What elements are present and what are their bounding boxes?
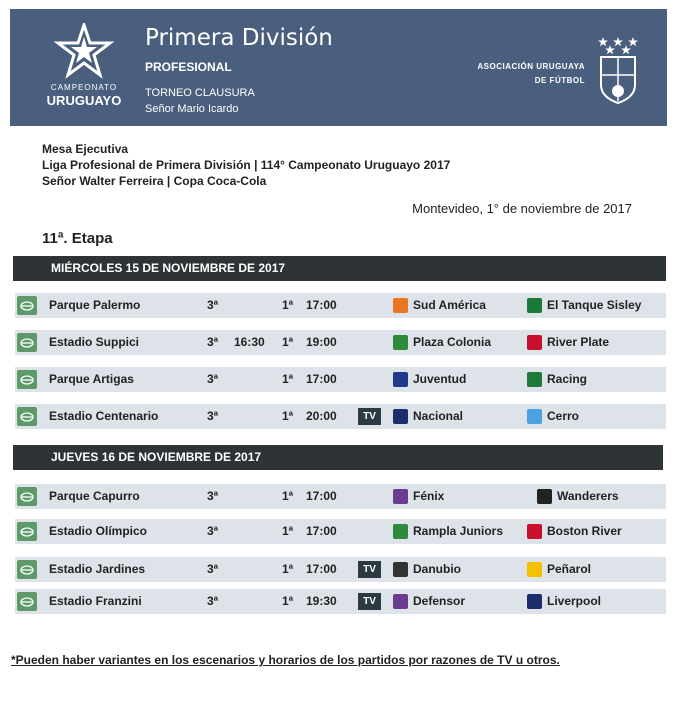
match-time: 19:00 bbox=[306, 335, 337, 349]
intro-line-3: Señor Walter Ferreira | Copa Coca-Cola bbox=[42, 174, 267, 188]
plaza-colonia-crest-icon bbox=[393, 335, 408, 350]
campeonato-uruguayo-logo bbox=[38, 23, 130, 115]
stadium-name: Parque Artigas bbox=[49, 372, 134, 386]
home-team-name: Danubio bbox=[413, 562, 461, 576]
match-row[interactable] bbox=[15, 519, 666, 544]
away-team-name: Boston River bbox=[547, 524, 622, 538]
home-team-name: Rampla Juniors bbox=[413, 524, 504, 538]
stage-title: 11ª. Etapa bbox=[42, 230, 113, 247]
home-team bbox=[393, 519, 503, 544]
day-header: MIÉRCOLES 15 DE NOVIEMBRE DE 2017 bbox=[13, 256, 666, 281]
tournament-name: TORNEO CLAUSURA bbox=[145, 87, 255, 99]
auf-name-line1: ASOCIACIÓN URUGUAYA bbox=[477, 62, 585, 71]
home-team-name: Fénix bbox=[413, 489, 445, 503]
stadium-name: Estadio Jardines bbox=[49, 562, 146, 576]
division-first: 1ª bbox=[282, 524, 294, 538]
home-team-name: Defensor bbox=[413, 594, 466, 608]
home-team-name: Juventud bbox=[413, 372, 467, 386]
intro-line-1: Mesa Ejecutiva bbox=[42, 142, 129, 156]
stadium-name: Estadio Centenario bbox=[49, 409, 159, 423]
liverpool-crest-icon bbox=[527, 594, 542, 609]
stadium-pin-icon bbox=[17, 487, 37, 506]
away-team-name: Racing bbox=[547, 372, 588, 386]
match-time: 17:00 bbox=[306, 489, 337, 503]
racing-crest-icon bbox=[527, 372, 542, 387]
division-first: 1ª bbox=[282, 594, 294, 608]
stadium-name: Estadio Olímpico bbox=[49, 524, 148, 538]
match-time: 17:00 bbox=[306, 372, 337, 386]
match-row[interactable] bbox=[15, 404, 666, 429]
stadium-pin-icon bbox=[17, 370, 37, 389]
home-team bbox=[393, 557, 461, 582]
penarol-crest-icon bbox=[527, 562, 542, 577]
away-team bbox=[527, 404, 579, 429]
rampla-juniors-crest-icon bbox=[393, 524, 408, 539]
match-time: 17:00 bbox=[306, 524, 337, 538]
third-division-time: 16:30 bbox=[234, 335, 265, 349]
defensor-crest-icon bbox=[393, 594, 408, 609]
stadium-pin-icon bbox=[17, 407, 37, 426]
away-team-name: River Plate bbox=[547, 335, 610, 349]
division-first: 1ª bbox=[282, 335, 294, 349]
home-team bbox=[393, 404, 463, 429]
home-team-name: Plaza Colonia bbox=[413, 335, 492, 349]
wanderers-crest-icon bbox=[537, 489, 552, 504]
stadium-pin-icon bbox=[17, 592, 37, 611]
division-first: 1ª bbox=[282, 489, 294, 503]
intro-line-2: Liga Profesional de Primera División | 114° Campeonato Uruguayo 2017 bbox=[42, 158, 451, 172]
stadium-pin-icon bbox=[17, 333, 37, 352]
cerro-crest-icon bbox=[527, 409, 542, 424]
auf-crest-icon bbox=[595, 35, 641, 112]
fenix-crest-icon bbox=[393, 489, 408, 504]
match-row[interactable] bbox=[15, 557, 666, 582]
logo-caption-top: CAMPEONATO bbox=[50, 83, 118, 92]
match-row[interactable] bbox=[15, 367, 666, 392]
match-row[interactable] bbox=[15, 589, 666, 614]
tv-badge: TV bbox=[358, 408, 381, 425]
match-row[interactable] bbox=[15, 484, 666, 509]
home-team bbox=[393, 293, 486, 318]
match-time: 20:00 bbox=[306, 409, 337, 423]
away-team bbox=[527, 293, 641, 318]
division-third: 3ª bbox=[207, 372, 219, 386]
tv-badge: TV bbox=[358, 593, 381, 610]
home-team-name: Sud América bbox=[413, 298, 486, 312]
auf-name bbox=[460, 60, 585, 88]
header-banner bbox=[10, 9, 667, 126]
document-date: Montevideo, 1° de noviembre de 2017 bbox=[412, 201, 632, 216]
home-team-name: Nacional bbox=[413, 409, 464, 423]
stadium-name: Parque Capurro bbox=[49, 489, 140, 503]
away-team bbox=[537, 484, 619, 509]
stadium-pin-icon bbox=[17, 522, 37, 541]
stadium-name: Parque Palermo bbox=[49, 298, 141, 312]
logo-caption-bottom: URUGUAYO bbox=[46, 93, 122, 108]
division-first: 1ª bbox=[282, 562, 294, 576]
stadium-pin-icon bbox=[17, 560, 37, 579]
match-time: 17:00 bbox=[306, 562, 337, 576]
away-team bbox=[527, 367, 587, 392]
away-team-name: Peñarol bbox=[547, 562, 592, 576]
stadium-pin-icon bbox=[17, 296, 37, 315]
division-third: 3ª bbox=[207, 524, 219, 538]
match-row[interactable] bbox=[15, 330, 666, 355]
division-third: 3ª bbox=[207, 298, 219, 312]
away-team-name: Wanderers bbox=[557, 489, 619, 503]
home-team bbox=[393, 589, 465, 614]
boston-river-crest-icon bbox=[527, 524, 542, 539]
home-team bbox=[393, 484, 444, 509]
match-time: 19:30 bbox=[306, 594, 337, 608]
tv-badge: TV bbox=[358, 561, 381, 578]
page-subtitle: PROFESIONAL bbox=[145, 60, 232, 74]
home-team bbox=[393, 367, 466, 392]
juventud-crest-icon bbox=[393, 372, 408, 387]
nacional-crest-icon bbox=[393, 409, 408, 424]
division-first: 1ª bbox=[282, 298, 294, 312]
sud-america-crest-icon bbox=[393, 298, 408, 313]
tournament-honoree: Señor Mario Icardo bbox=[145, 103, 239, 115]
auf-name-line2: DE FÚTBOL bbox=[534, 76, 585, 85]
away-team bbox=[527, 589, 601, 614]
match-row[interactable] bbox=[15, 293, 666, 318]
away-team bbox=[527, 330, 609, 355]
division-first: 1ª bbox=[282, 409, 294, 423]
stadium-name: Estadio Suppici bbox=[49, 335, 140, 349]
division-first: 1ª bbox=[282, 372, 294, 386]
intro-block bbox=[42, 141, 450, 189]
away-team-name: El Tanque Sisley bbox=[547, 298, 642, 312]
away-team-name: Liverpool bbox=[547, 594, 602, 608]
danubio-crest-icon bbox=[393, 562, 408, 577]
away-team bbox=[527, 519, 622, 544]
page-title: Primera División bbox=[145, 25, 333, 51]
away-team bbox=[527, 557, 591, 582]
division-third: 3ª bbox=[207, 489, 219, 503]
home-team bbox=[393, 330, 491, 355]
day-header: JUEVES 16 DE NOVIEMBRE DE 2017 bbox=[13, 445, 663, 470]
match-time: 17:00 bbox=[306, 298, 337, 312]
stadium-name: Estadio Franzini bbox=[49, 594, 142, 608]
division-third: 3ª bbox=[207, 594, 219, 608]
away-team-name: Cerro bbox=[547, 409, 580, 423]
el-tanque-sisley-crest-icon bbox=[527, 298, 542, 313]
division-third: 3ª bbox=[207, 562, 219, 576]
division-third: 3ª bbox=[207, 409, 219, 423]
division-third: 3ª bbox=[207, 335, 219, 349]
river-plate-crest-icon bbox=[527, 335, 542, 350]
star-logo-icon bbox=[54, 23, 114, 81]
footnote: *Pueden haber variantes en los escenarios y horarios de los partidos por razones de TV u otros. bbox=[11, 653, 560, 667]
